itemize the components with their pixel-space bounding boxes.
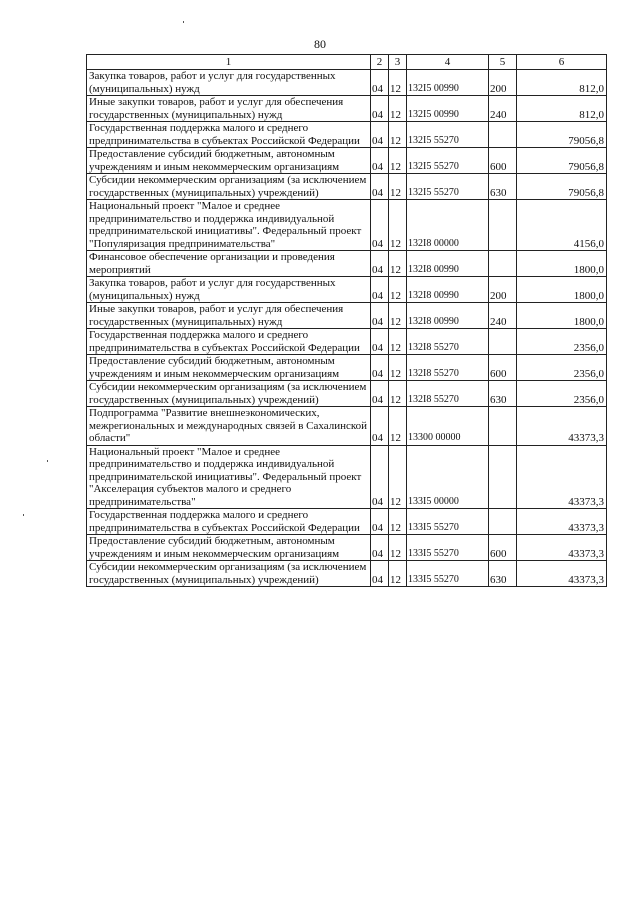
row-subsection-cell: 12 <box>389 509 407 535</box>
row-target-article-cell: 132I5 00990 <box>407 70 489 96</box>
row-section-cell: 04 <box>371 381 389 407</box>
row-amount-cell: 2356,0 <box>517 381 607 407</box>
table-header-row <box>87 55 607 70</box>
row-expense-type-cell: 200 <box>489 70 517 96</box>
table-row <box>87 303 607 329</box>
row-name-cell: Государственная поддержка малого и среднего предпринимательства в субъектах Российской Федерации <box>87 122 371 148</box>
row-name-cell: Закупка товаров, работ и услуг для государственных (муниципальных) нужд <box>87 70 371 96</box>
row-name-cell: Субсидии некоммерческим организациям (за исключением государственных (муниципальных) учреждений) <box>87 174 371 200</box>
row-amount-cell: 1800,0 <box>517 277 607 303</box>
row-expense-type-cell: 240 <box>489 303 517 329</box>
row-subsection-cell: 12 <box>389 70 407 96</box>
row-name-cell: Государственная поддержка малого и среднего предпринимательства в субъектах Российской Федерации <box>87 509 371 535</box>
row-subsection-cell: 12 <box>389 96 407 122</box>
row-amount-cell: 79056,8 <box>517 148 607 174</box>
table-row <box>87 509 607 535</box>
row-target-article-cell: 132I8 00990 <box>407 277 489 303</box>
row-expense-type-cell: 630 <box>489 381 517 407</box>
row-name-cell: Государственная поддержка малого и среднего предпринимательства в субъектах Российской Федерации <box>87 329 371 355</box>
table-row <box>87 407 607 446</box>
row-expense-type-cell <box>489 509 517 535</box>
row-target-article-cell: 132I8 55270 <box>407 329 489 355</box>
header-col-6: 6 <box>517 55 607 70</box>
row-expense-type-cell <box>489 407 517 446</box>
table-row <box>87 535 607 561</box>
row-section-cell: 04 <box>371 561 389 587</box>
row-section-cell: 04 <box>371 70 389 96</box>
row-expense-type-cell: 600 <box>489 148 517 174</box>
row-amount-cell: 43373,3 <box>517 445 607 509</box>
row-amount-cell: 43373,3 <box>517 561 607 587</box>
row-amount-cell: 2356,0 <box>517 329 607 355</box>
row-expense-type-cell <box>489 445 517 509</box>
row-amount-cell: 79056,8 <box>517 122 607 148</box>
row-amount-cell: 1800,0 <box>517 303 607 329</box>
row-amount-cell: 4156,0 <box>517 200 607 251</box>
row-expense-type-cell <box>489 200 517 251</box>
header-col-5: 5 <box>489 55 517 70</box>
row-target-article-cell: 132I5 55270 <box>407 174 489 200</box>
row-section-cell: 04 <box>371 174 389 200</box>
row-section-cell: 04 <box>371 407 389 446</box>
budget-table <box>86 54 607 587</box>
scan-speck <box>47 460 48 462</box>
row-target-article-cell: 132I8 55270 <box>407 355 489 381</box>
row-section-cell: 04 <box>371 200 389 251</box>
header-col-2: 2 <box>371 55 389 70</box>
row-name-cell: Закупка товаров, работ и услуг для государственных (муниципальных) нужд <box>87 277 371 303</box>
scan-speck <box>23 514 24 516</box>
row-subsection-cell: 12 <box>389 277 407 303</box>
row-name-cell: Субсидии некоммерческим организациям (за исключением государственных (муниципальных) учреждений) <box>87 381 371 407</box>
row-section-cell: 04 <box>371 251 389 277</box>
row-amount-cell: 43373,3 <box>517 535 607 561</box>
row-target-article-cell: 133I5 55270 <box>407 535 489 561</box>
row-section-cell: 04 <box>371 122 389 148</box>
table-row <box>87 277 607 303</box>
row-name-cell: Иные закупки товаров, работ и услуг для обеспечения государственных (муниципальных) нужд <box>87 96 371 122</box>
row-target-article-cell: 132I8 00000 <box>407 200 489 251</box>
row-subsection-cell: 12 <box>389 535 407 561</box>
row-target-article-cell: 133I5 00000 <box>407 445 489 509</box>
row-subsection-cell: 12 <box>389 561 407 587</box>
header-col-4: 4 <box>407 55 489 70</box>
row-section-cell: 04 <box>371 277 389 303</box>
row-subsection-cell: 12 <box>389 355 407 381</box>
row-amount-cell: 2356,0 <box>517 355 607 381</box>
row-subsection-cell: 12 <box>389 122 407 148</box>
row-amount-cell: 812,0 <box>517 70 607 96</box>
row-expense-type-cell: 630 <box>489 174 517 200</box>
row-subsection-cell: 12 <box>389 407 407 446</box>
row-subsection-cell: 12 <box>389 148 407 174</box>
row-subsection-cell: 12 <box>389 381 407 407</box>
row-section-cell: 04 <box>371 329 389 355</box>
row-name-cell: Национальный проект "Малое и среднее предпринимательство и поддержка индивидуальной предпринимательской инициативы". Федеральный проект "Популяризация предпринимательства" <box>87 200 371 251</box>
row-name-cell: Предоставление субсидий бюджетным, автономным учреждениям и иным некоммерческим организациям <box>87 535 371 561</box>
header-col-3: 3 <box>389 55 407 70</box>
row-section-cell: 04 <box>371 96 389 122</box>
row-expense-type-cell: 200 <box>489 277 517 303</box>
row-name-cell: Финансовое обеспечение организации и проведения мероприятий <box>87 251 371 277</box>
table-row <box>87 122 607 148</box>
table-body <box>87 55 607 587</box>
row-subsection-cell: 12 <box>389 445 407 509</box>
row-section-cell: 04 <box>371 355 389 381</box>
row-name-cell: Подпрограмма "Развитие внешнеэкономических, межрегиональных и международных связей в Сахалинской области" <box>87 407 371 446</box>
table-row <box>87 148 607 174</box>
table-row <box>87 445 607 509</box>
table-row <box>87 200 607 251</box>
row-subsection-cell: 12 <box>389 174 407 200</box>
row-expense-type-cell <box>489 122 517 148</box>
row-subsection-cell: 12 <box>389 329 407 355</box>
row-name-cell: Национальный проект "Малое и среднее предпринимательство и поддержка индивидуальной предпринимательской инициативы". Федеральный проект "Акселерация субъектов малого и среднего предпринимательства" <box>87 445 371 509</box>
table-row <box>87 96 607 122</box>
row-section-cell: 04 <box>371 148 389 174</box>
table-row <box>87 381 607 407</box>
row-name-cell: Субсидии некоммерческим организациям (за исключением государственных (муниципальных) учреждений) <box>87 561 371 587</box>
row-subsection-cell: 12 <box>389 251 407 277</box>
table-row <box>87 355 607 381</box>
row-amount-cell: 1800,0 <box>517 251 607 277</box>
row-section-cell: 04 <box>371 303 389 329</box>
row-target-article-cell: 132I8 00990 <box>407 251 489 277</box>
row-amount-cell: 812,0 <box>517 96 607 122</box>
row-amount-cell: 79056,8 <box>517 174 607 200</box>
row-target-article-cell: 132I5 55270 <box>407 122 489 148</box>
row-expense-type-cell: 630 <box>489 561 517 587</box>
row-name-cell: Предоставление субсидий бюджетным, автономным учреждениям и иным некоммерческим организациям <box>87 148 371 174</box>
row-target-article-cell: 132I5 55270 <box>407 148 489 174</box>
row-target-article-cell: 132I8 55270 <box>407 381 489 407</box>
row-name-cell: Предоставление субсидий бюджетным, автономным учреждениям и иным некоммерческим организациям <box>87 355 371 381</box>
row-subsection-cell: 12 <box>389 303 407 329</box>
table-row <box>87 70 607 96</box>
row-expense-type-cell <box>489 329 517 355</box>
row-subsection-cell: 12 <box>389 200 407 251</box>
table-row <box>87 329 607 355</box>
row-target-article-cell: 132I5 00990 <box>407 96 489 122</box>
row-amount-cell: 43373,3 <box>517 509 607 535</box>
row-expense-type-cell: 600 <box>489 535 517 561</box>
header-col-1: 1 <box>87 55 371 70</box>
row-target-article-cell: 133I5 55270 <box>407 509 489 535</box>
row-section-cell: 04 <box>371 509 389 535</box>
scan-speck <box>183 21 184 23</box>
page-number: 80 <box>314 37 326 51</box>
row-target-article-cell: 133I5 55270 <box>407 561 489 587</box>
row-expense-type-cell <box>489 251 517 277</box>
row-name-cell: Иные закупки товаров, работ и услуг для обеспечения государственных (муниципальных) нужд <box>87 303 371 329</box>
row-section-cell: 04 <box>371 445 389 509</box>
row-section-cell: 04 <box>371 535 389 561</box>
table-row <box>87 561 607 587</box>
table-row <box>87 251 607 277</box>
row-expense-type-cell: 600 <box>489 355 517 381</box>
row-target-article-cell: 132I8 00990 <box>407 303 489 329</box>
row-amount-cell: 43373,3 <box>517 407 607 446</box>
row-target-article-cell: 13300 00000 <box>407 407 489 446</box>
row-expense-type-cell: 240 <box>489 96 517 122</box>
table-row <box>87 174 607 200</box>
